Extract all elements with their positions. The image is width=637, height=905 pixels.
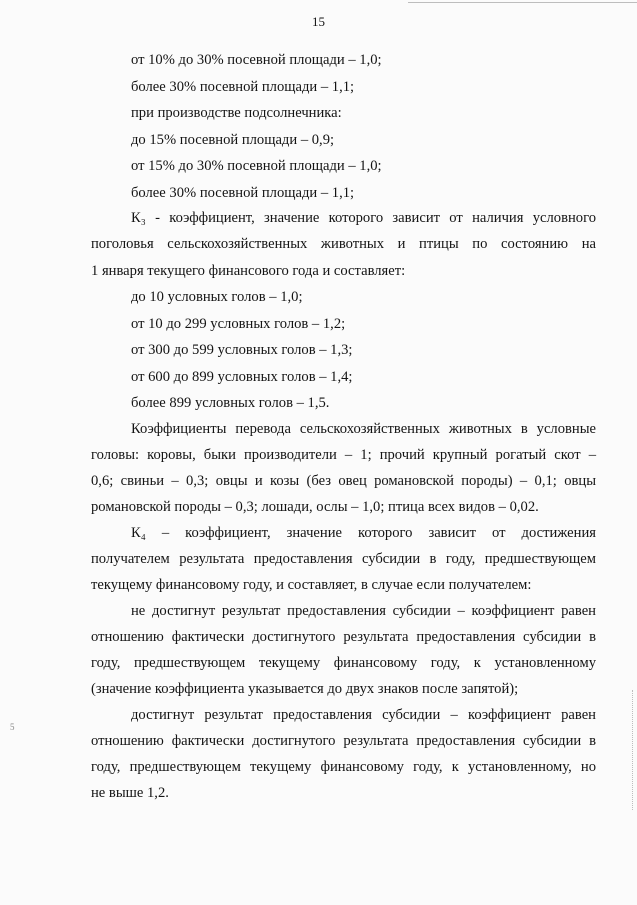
text-line: более 899 условных голов – 1,5.: [131, 395, 330, 411]
text-line: более 30% посевной площади – 1,1;: [131, 79, 355, 95]
text-line: году, предшествующем текущему финансовому году, к установленному, но: [91, 759, 596, 775]
text-line: не выше 1,2.: [91, 785, 169, 801]
scan-edge-artifact: [630, 690, 633, 810]
text-line: до 10 условных голов – 1,0;: [131, 289, 303, 305]
text-line: головы: коровы, быки производители – 1; прочий крупный рогатый скот –: [91, 447, 596, 463]
page-number: 15: [312, 14, 325, 29]
text-line: от 10% до 30% посевной площади – 1,0;: [131, 52, 382, 68]
margin-mark: 5: [10, 722, 15, 732]
text-line: от 10 до 299 условных голов – 1,2;: [131, 316, 346, 332]
paragraph-first-line: К₃ - коэффициент, значение которого зависит от наличия условного: [131, 210, 596, 226]
text-line: от 600 до 899 условных голов – 1,4;: [131, 369, 353, 385]
text-line: поголовья сельскохозяйственных животных и птицы по состоянию на: [91, 236, 596, 252]
paragraph-first-line: не достигнут результат предоставления субсидии – коэффициент равен: [131, 603, 596, 619]
text-line: году, предшествующем текущему финансовому году, к установленному: [91, 655, 596, 671]
text-line: от 300 до 599 условных голов – 1,3;: [131, 342, 353, 358]
text-line: (значение коэффициента указывается до двух знаков после запятой);: [91, 681, 519, 697]
text-line: при производстве подсолнечника:: [131, 105, 342, 121]
text-line: более 30% посевной площади – 1,1;: [131, 185, 355, 201]
paragraph-first-line: К₄ – коэффициент, значение которого зависит от достижения: [131, 525, 596, 541]
text-line: от 15% до 30% посевной площади – 1,0;: [131, 158, 382, 174]
paragraph-first-line: Коэффициенты перевода сельскохозяйственных животных в условные: [131, 421, 596, 437]
text-line: отношению фактически достигнутого результата предоставления субсидии в: [91, 629, 596, 645]
text-line: отношению фактически достигнутого результата предоставления субсидии в: [91, 733, 596, 749]
text-line: 1 января текущего финансового года и составляет:: [91, 263, 406, 279]
text-line: 0,6; свиньи – 0,3; овцы и козы (без овец романовской породы) – 0,1; овцы: [91, 473, 596, 489]
text-line: романовской породы – 0,3; лошади, ослы – 1,0; птица всех видов – 0,02.: [91, 499, 539, 515]
paragraph-first-line: достигнут результат предоставления субсидии – коэффициент равен: [131, 707, 596, 723]
text-line: текущему финансовому году, и составляет, в случае если получателем:: [91, 577, 532, 593]
top-rule: [408, 2, 637, 3]
text-line: получателем результата предоставления субсидии в году, предшествующем: [91, 551, 596, 567]
text-line: до 15% посевной площади – 0,9;: [131, 132, 335, 148]
